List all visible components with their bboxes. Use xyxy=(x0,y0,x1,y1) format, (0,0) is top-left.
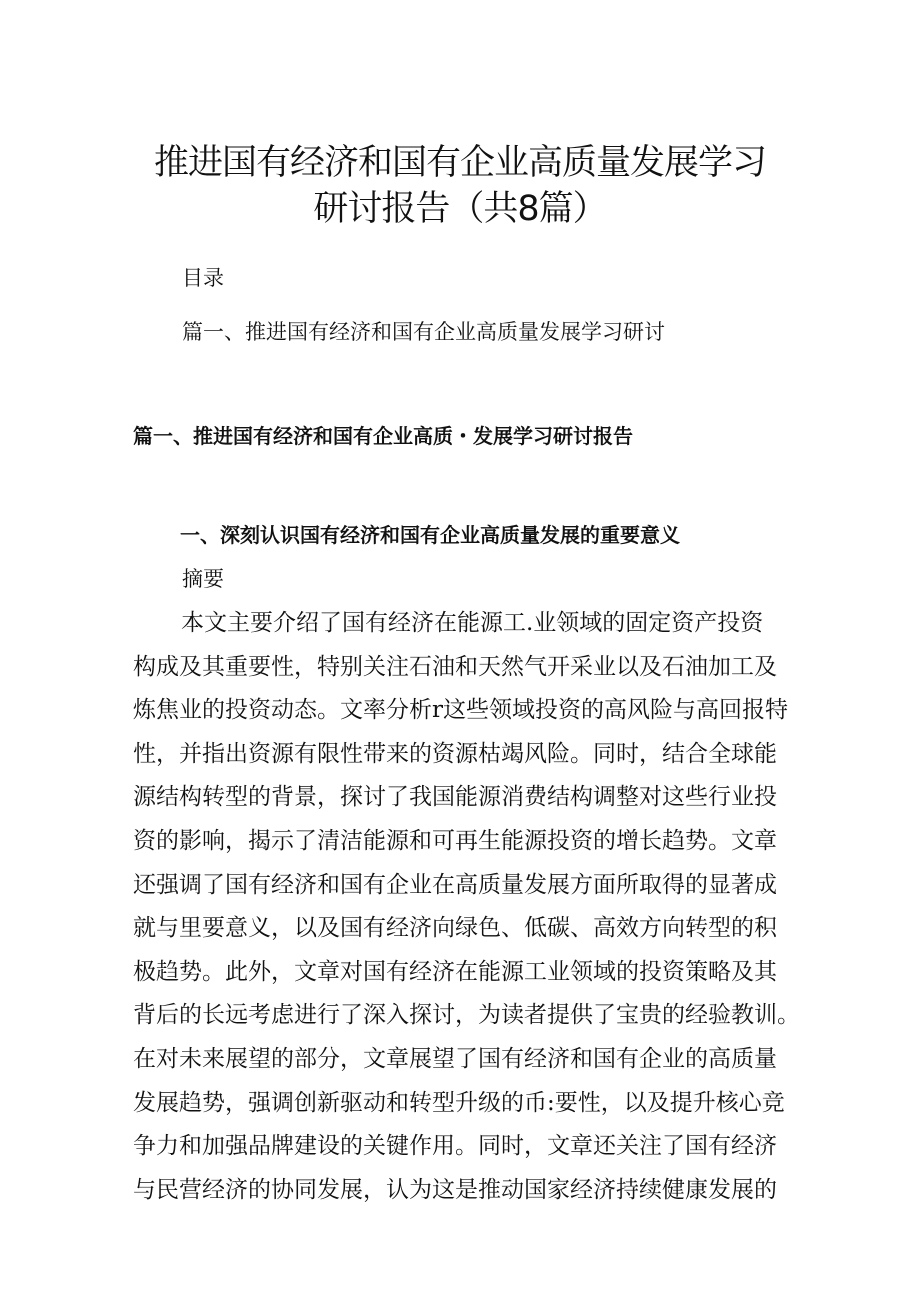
toc-heading: 目录 xyxy=(182,266,224,290)
body-line: 源结构转型的背景，探讨了我国能源消费结构调整对这些行业投 xyxy=(133,784,777,811)
body-line: 与民营经济的协同发展，认为这是推动国家经济持续健康发展的 xyxy=(133,1176,777,1203)
document-title-line-1: 推进国有经济和国有企业高质量发展学习 xyxy=(153,143,766,183)
abstract-label: 摘要 xyxy=(182,567,224,591)
body-line: 极趋势。此外，文章对国有经济在能源工业领域的投资策略及其 xyxy=(133,958,777,985)
section-heading: 一、深刻认识国有经济和国有企业高质量发展的重要意义 xyxy=(180,523,680,547)
abstract-body xyxy=(133,605,813,1215)
body-line: 还强调了国有经济和国有企业在高质量发展方面所取得的显著成 xyxy=(133,871,777,898)
body-line: 发展趋势，强调创新驱动和转型升级的币:要性，以及提升核心竞 xyxy=(133,1089,785,1116)
body-line: 构成及其重要性，特别关注石油和天然气开采业以及石油加工及 xyxy=(133,653,777,680)
body-line: 背后的长远考虑进行了深入探讨，为读者提供了宝贵的经验教训。 xyxy=(133,1002,800,1029)
document-title-line-2: 研讨报告（共8篇） xyxy=(313,189,607,229)
body-line: 性，并指出资源有限性带来的资源枯竭风险。同时，结合全球能 xyxy=(133,740,777,767)
body-line: 本文主要介绍了国有经济在能源工.业领域的固定资产投资 xyxy=(181,610,764,636)
body-line: 就与里要意义，以及国有经济向绿色、低碳、高效方向转型的积 xyxy=(133,915,777,942)
body-line: 争力和加强品牌建设的关键作用。同时，文章还关注了国有经济 xyxy=(133,1133,777,1160)
toc-item: 篇一、推进国有经济和国有企业高质量发展学习研讨 xyxy=(182,320,665,344)
body-line: 资的影响，揭示了清洁能源和可再生能源投资的增长趋势。文章 xyxy=(133,827,777,854)
body-line: 炼焦业的投资动态。文率分析r这些领域投资的高风险与高回报特 xyxy=(133,697,788,724)
body-line: 在对未来展望的部分，文章展望了国有经济和国有企业的高质量 xyxy=(133,1045,777,1072)
chapter-heading: 篇一、推进国有经济和国有企业高质・发展学习研讨报告 xyxy=(133,424,633,448)
